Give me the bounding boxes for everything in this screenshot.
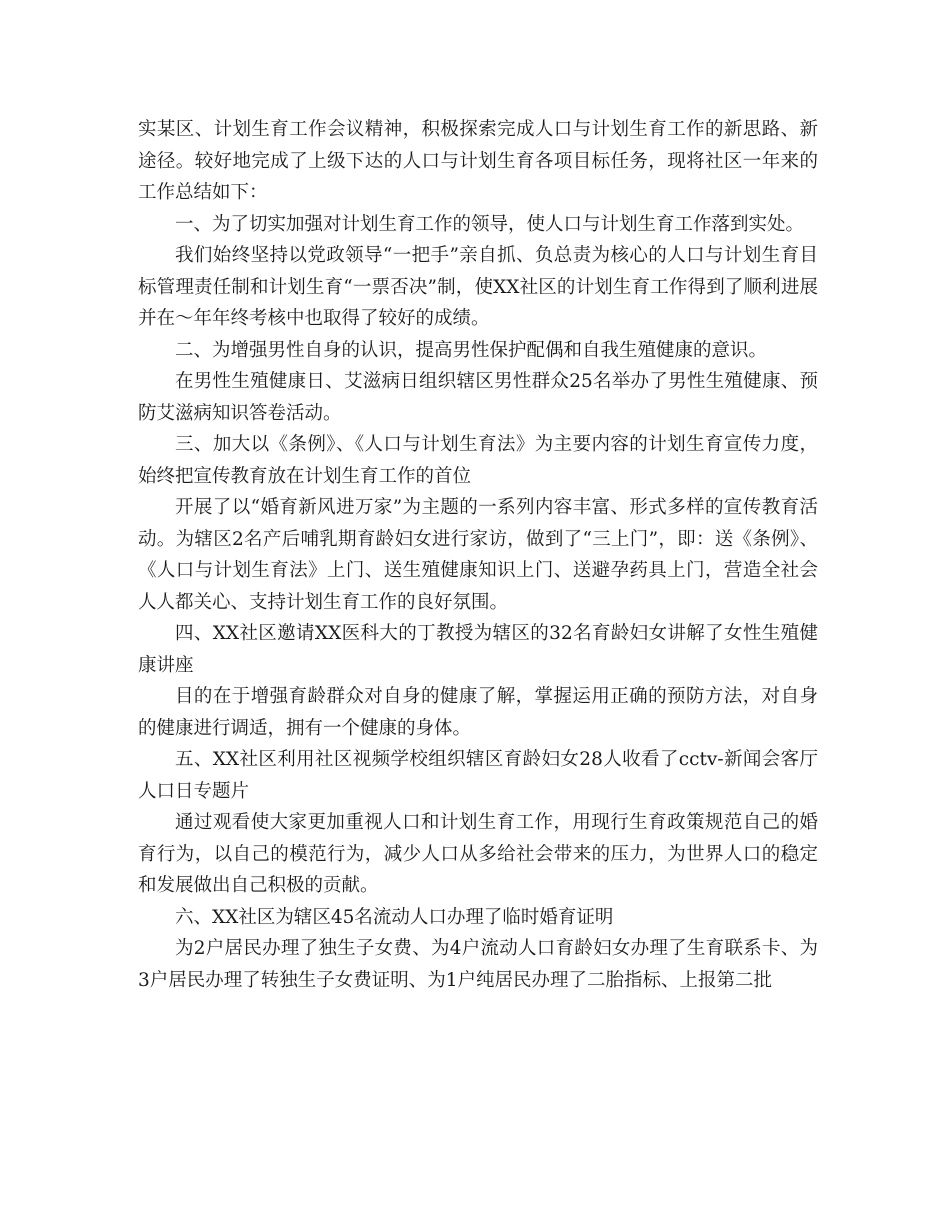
section-heading: 一、为了切实加强对计划生育工作的领导，使人口与计划生育工作落到实处。: [175, 213, 805, 235]
document-body: [138, 114, 818, 996]
section-heading: 四、XX社区邀请XX医科大的丁教授为辖区的32名育龄妇女讲解了女性生殖健康讲座: [138, 623, 818, 676]
section-heading: 三、加大以《条例》、《人口与计划生育法》为主要内容的计划生育宣传力度，始终把宣传教育放在计划生育工作的首位: [138, 434, 818, 487]
section-heading: 二、为增强男性自身的认识，提高男性保护配偶和自我生殖健康的意识。: [175, 339, 768, 361]
paragraph: 我们始终坚持以党政领导“一把手”亲自抓、负总责为核心的人口与计划生育目标管理责任制和计划生育“一票否决”制，使XX社区的计划生育工作得到了顺利进展并在～年年终考核中也取得了较好的成绩。: [138, 245, 818, 329]
paragraph: 在男性生殖健康日、艾滋病日组织辖区男性群众25名举办了男性生殖健康、预防艾滋病知识答卷活动。: [138, 371, 818, 424]
paragraph: 通过观看使大家更加重视人口和计划生育工作，用现行生育政策规范自己的婚育行为，以自己的模范行为，减少人口从多给社会带来的压力，为世界人口的稳定和发展做出自己积极的贡献。: [138, 812, 818, 896]
section-heading: 六、XX社区为辖区45名流动人口办理了临时婚育证明: [175, 906, 614, 928]
paragraph: 目的在于增强育龄群众对自身的健康了解，掌握运用正确的预防方法，对自身的健康进行调适，拥有一个健康的身体。: [138, 686, 818, 739]
paragraph: 开展了以“婚育新风进万家”为主题的一系列内容丰富、形式多样的宣传教育活动。为辖区2名产后哺乳期育龄妇女进行家访，做到了“三上门”，即：送《条例》、《人口与计划生育法》上门、送生殖健康知识上门、送避孕药具上门，营造全社会人人都关心、支持计划生育工作的良好氛围。: [138, 497, 818, 613]
paragraph: 实某区、计划生育工作会议精神，积极探索完成人口与计划生育工作的新思路、新途径。较好地完成了上级下达的人口与计划生育各项目标任务，现将社区一年来的工作总结如下：: [138, 119, 818, 203]
paragraph: 为2户居民办理了独生子女费、为4户流动人口育龄妇女办理了生育联系卡、为3户居民办理了转独生子女费证明、为1户纯居民办理了二胎指标、上报第二批: [138, 938, 818, 991]
section-heading: 五、XX社区利用社区视频学校组织辖区育龄妇女28人收看了cctv-新闻会客厅人口日专题片: [138, 749, 818, 802]
